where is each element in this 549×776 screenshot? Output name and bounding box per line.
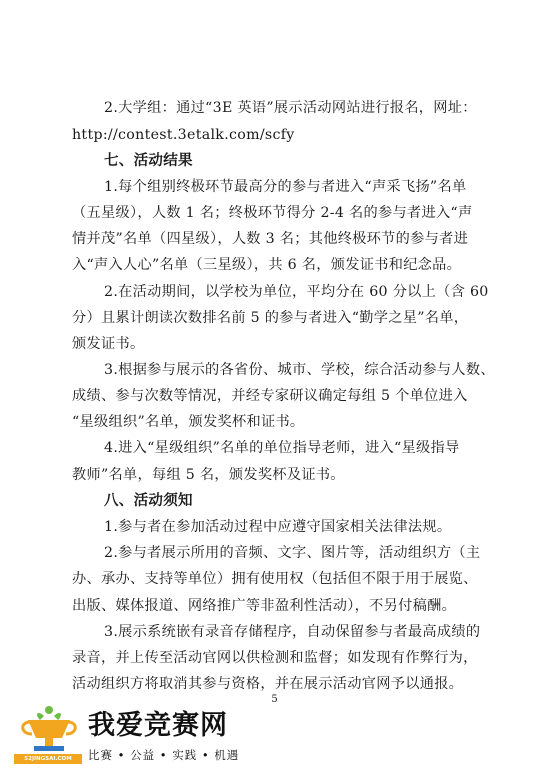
section-heading-results: 七、活动结果 xyxy=(104,153,193,169)
paragraph-line: 入“声入人心”名单（三星级），共 6 名，颁发证书和纪念品。 xyxy=(72,257,462,273)
paragraph-line: 2.参与者展示所用的音频、文字、图片等，活动组织方（主 xyxy=(104,545,481,561)
paragraph-line: 2.大学组：通过“3E 英语”展示活动网站进行报名，网址： xyxy=(104,100,477,116)
paragraph-line: 2.在活动期间，以学校为单位，平均分在 60 分以上（含 60 xyxy=(104,284,489,300)
paragraph-line: 出版、媒体报道、网络推广等非盈利性活动），不另付稿酬。 xyxy=(72,598,457,614)
paragraph-line: 4.进入“星级组织”名单的单位指导老师，进入“星级指导 xyxy=(104,440,460,456)
paragraph-line: 录音，并上传至活动官网以供检测和监督；如发现有作弊行为， xyxy=(72,650,478,666)
brand-name: 我爱竞赛网 xyxy=(88,710,228,741)
paragraph-line: 情并茂”名单（四星级），人数 3 名；其他终极环节的参与者进 xyxy=(72,231,469,247)
paragraph-line: 1.每个组别终极环节最高分的参与者进入“声采飞扬”名单 xyxy=(104,179,467,195)
paragraph-line: 教师”名单，每组 5 名，颁发奖杯及证书。 xyxy=(72,467,345,483)
site-watermark xyxy=(14,704,314,772)
paragraph-line: 办、承办、支持等单位）拥有使用权（包括但不限于用于展览、 xyxy=(72,571,478,587)
url-line: http://contest.3etalk.com/scfy xyxy=(72,127,295,143)
paragraph-line: 3.展示系统嵌有录音存储程序，自动保留参与者最高成绩的 xyxy=(104,624,481,640)
paragraph-line: 3.根据参与展示的各省份、城市、学校，综合活动参与人数、 xyxy=(104,362,495,378)
paragraph-line: 成绩、参与次数等情况，并经专家研议确定每组 5 个单位进入 xyxy=(72,388,468,404)
paragraph-line: 1.参与者在参加活动过程中应遵守国家相关法律法规。 xyxy=(104,519,452,535)
paragraph-line: 分）且累计朗读次数排名前 5 的参与者进入“勤学之星”名单， xyxy=(72,310,469,326)
page-number: 5 xyxy=(271,694,278,705)
brand-slogan: 比赛 • 公益 • 实践 • 机遇 xyxy=(88,748,240,762)
paragraph-line: 活动组织方将取消其参与资格，并在展示活动官网予以通报。 xyxy=(72,676,464,692)
brand-url: 52JINGSAI.COM xyxy=(14,754,82,764)
paragraph-line: “星级组织”名单，颁发奖杯和证书。 xyxy=(72,414,305,430)
paragraph-line: （五星级），人数 1 名；终极环节得分 2-4 名的参与者进入“声 xyxy=(72,205,473,221)
trophy-logo-icon xyxy=(14,704,84,754)
section-heading-notice: 八、活动须知 xyxy=(104,493,193,509)
paragraph-line: 颁发证书。 xyxy=(72,336,145,352)
